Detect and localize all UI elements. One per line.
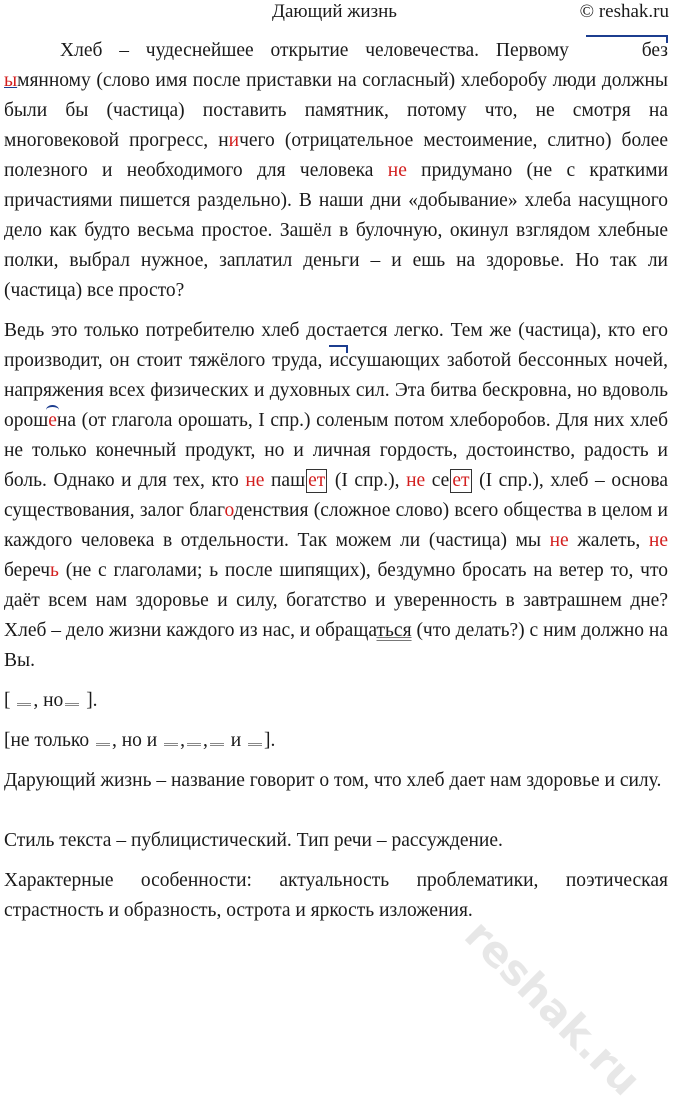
text-run: мянному (слово имя после приставки на согласный) хлеборобу люди должны были бы (частица) поставить памятник, потому что, не смотря на многовековой прогресс, н [4, 70, 668, 151]
highlighted-letter: о [224, 500, 234, 521]
style-statement: Стиль текста – публицистический. Тип речи – рассуждение. [4, 830, 503, 851]
features-statement: Характерные особенности: актуальность проблематики, поэтическая страстность и образность, острота и яркость изложения. [4, 870, 668, 921]
text-run: денствия (сложное слово) всего общества в целом и каждого человека в отдельности. Так можем ли (частица) мы [4, 500, 668, 551]
text-run: (I спр.), [328, 470, 407, 491]
root-arc-letter: е [48, 406, 57, 436]
title-explanation: Дарующий жизнь – название говорит о том, что хлеб дает нам здоровье и силу. [4, 770, 662, 791]
text-run: Ведь это только потребителю хлеб достается легко. Тем же (частица), кто его производит, он стоит тяжёлого труда, [4, 320, 668, 371]
prefix-mark: ис [329, 346, 348, 376]
text-run: Хлеб – чудеснейшее открытие человечества. Первому [60, 40, 586, 61]
scheme-blank [187, 737, 201, 746]
highlighted-letter: ы [4, 70, 18, 91]
scheme-text: , но и [111, 730, 163, 751]
highlighted-letter: не [406, 470, 426, 491]
text-run: придумано (не с краткими причастиями пишется раздельно). В наши дни «добывание» хлеба насущного дело как будто весьма простое. Зашёл в булочную, окинул взглядом хлебные полки, выбрал нужное, заплатил деньги – и ешь на здоровье. Но так ли (частица) все просто? [4, 160, 668, 301]
document-body [4, 36, 668, 926]
scheme-blank [248, 737, 262, 746]
text-run: (не с глаголами; ь после шипящих), бездумно бросать на ветер то, что даёт всем нам здоровье и силу, богатство и уверенность в завтрашнем дне? Хлеб – дело жизни каждого из нас, и обраща [4, 560, 668, 641]
text-run: жалеть, [568, 530, 649, 551]
page-title: Дающий жизнь [272, 1, 397, 22]
scheme-text: [не только [4, 730, 94, 751]
sentence-scheme-2 [4, 726, 668, 756]
scheme-text: и [225, 730, 247, 751]
highlighted-letter: не [387, 160, 407, 181]
paragraph-2 [4, 316, 668, 676]
highlighted-letter: ь [50, 560, 59, 581]
highlighted-letter: и [228, 130, 240, 151]
scheme-blank [65, 697, 79, 706]
scheme-text: , [202, 730, 208, 751]
ending-box: ет [308, 470, 326, 491]
scheme-blank [164, 737, 178, 746]
paragraph-1 [4, 36, 668, 306]
text-run: сушающих заботой бессонных ночей, напряжения всех физических и духовных сил. Эта битва бескровна, но вдоволь орош [4, 350, 668, 431]
scheme-text: [ [4, 690, 16, 711]
spacer [4, 796, 668, 826]
text-run: чего (отрицательное местоимение, слитно) более полезного и необходимого для человека [4, 130, 668, 181]
text-run: се [425, 470, 450, 491]
scheme-blank [96, 737, 110, 746]
page-header [0, 0, 673, 24]
prefix-mark: без [586, 36, 668, 66]
source-label[interactable]: © reshak.ru [579, 1, 669, 22]
ending-box: ет [452, 470, 470, 491]
highlighted-letter: не [648, 530, 668, 551]
scheme-blank [210, 737, 224, 746]
sentence-scheme-1 [4, 686, 668, 716]
scheme-blank [17, 697, 31, 706]
highlighted-letter: не [549, 530, 569, 551]
scheme-text: ]. [81, 690, 98, 711]
text-run: паш [264, 470, 306, 491]
text-run: береч [4, 560, 51, 581]
watermark: reshak.ru [455, 910, 651, 1105]
text-run: (I спр.), хлеб – основа существования, залог благ [4, 470, 668, 521]
scheme-text: , но [33, 690, 64, 711]
text-run: (что делать?) с ним должно на Вы. [4, 620, 668, 671]
scheme-text: , [180, 730, 185, 751]
text-run: на (от глагола орошать, I спр.) соленым потом хлеборобов. Для них хлеб не только конечный продукт, но и личная гордость, достоинство, радость и боль. Однако и для тех, кто [4, 410, 668, 491]
highlighted-letter: не [245, 470, 265, 491]
predicate-underline: ться [376, 620, 412, 641]
scheme-text: ]. [264, 730, 276, 751]
